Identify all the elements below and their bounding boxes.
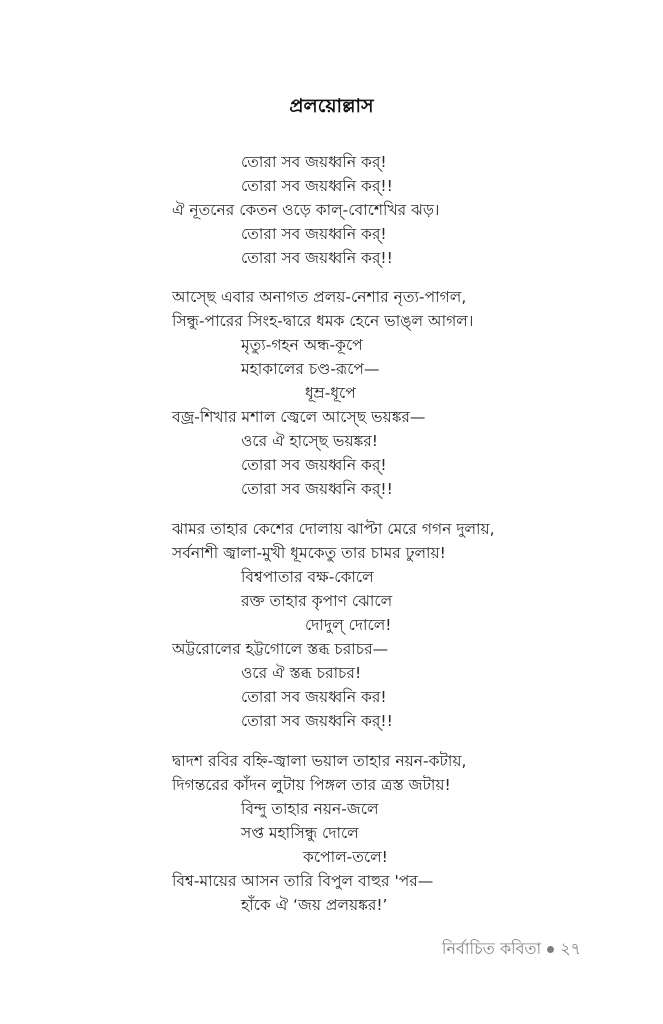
poem-line: দ্বাদশ রবির বহ্নি-জ্বালা ভয়াল তাহার নয়ন-কটায়, [172,752,467,770]
poem-line: রক্ত তাহার কৃপাণ ঝোলে [241,592,393,610]
page-number: ২৭ [560,939,581,958]
poem-line: ঝামর তাহার কেশের দোলায় ঝাপ্টা মেরে গগন দুলায়, [172,520,495,538]
bullet-icon [547,946,554,953]
poem-line: তোরা সব জয়ধ্বনি কর্! [241,225,387,243]
poem-title: প্রলয়োল্লাস [289,95,374,117]
poem-line: তোরা সব জয়ধ্বনি কর্! [241,153,387,171]
poem-line: ওরে ঐ স্তব্ধ চরাচর! [241,664,362,682]
poem-line: তোরা সব জয়ধ্বনি কর্! [241,456,387,474]
poem-line: বিন্দু তাহার নয়ন-জলে [241,800,379,818]
poem-line: হাঁকে ঐ ‘জয় প্রলয়ঙ্কর!’ [241,896,388,914]
poem-line: ধূম্র-ধূপে [305,384,356,402]
poem-line: তোরা সব জয়ধ্বনি কর্!! [241,480,393,498]
poem-line: বজ্র-শিখার মশাল জ্বেলে আস্ছে ভয়ঙ্কর— [172,408,426,426]
poem-line: অট্টরোলের হট্টগোলে স্তব্ধ চরাচর— [172,640,389,658]
poem-line: সিন্ধু-পারের সিংহ-দ্বারে ধমক হেনে ভাঙ্ল আগল। [172,312,474,330]
poem-line: সর্বনাশী জ্বালা-মুখী ধূমকেতু তার চামর ঢুলায়! [172,544,446,562]
poem-line: দিগন্তরের কাঁদন লুটায় পিঙ্গল তার ত্রস্ত জটায়! [172,776,451,794]
poem-line: তোরা সব জয়ধ্বনি কর্!! [241,249,393,267]
poem-line: বিশ্ব-মায়ের আসন তারি বিপুল বাহুর 'পর— [172,872,434,890]
poem-line: আস্ছে এবার অনাগত প্রলয়-নেশার নৃত্য-পাগল, [172,288,467,306]
book-title: নির্বাচিত কবিতা [441,939,542,958]
poem-line: দোদুল্ দোলে! [305,616,392,634]
poem-line: তোরা সব জয়ধ্বনি কর্!! [241,177,393,195]
poem-line: ওরে ঐ হাস্ছে ভয়ঙ্কর! [241,432,379,450]
poem-line: মৃত্যু-গহন অন্ধ-কূপে [241,336,363,354]
poem-line: ঐ নূতনের কেতন ওড়ে কাল্-বোশেখির ঝড়। [172,201,440,219]
poem-line: তোরা সব জয়ধ্বনি কর্!! [241,712,393,730]
page-footer [442,936,581,963]
poem-line: মহাকালের চণ্ড-রূপে— [241,360,380,378]
poem-line: তোরা সব জয়ধ্বনি কর! [241,688,387,706]
poem-line: বিশ্বপাতার বক্ষ-কোলে [241,568,374,586]
poem-line: কপোল-তলে! [303,848,388,866]
poem-line: সপ্ত মহাসিন্ধু দোলে [241,824,359,842]
